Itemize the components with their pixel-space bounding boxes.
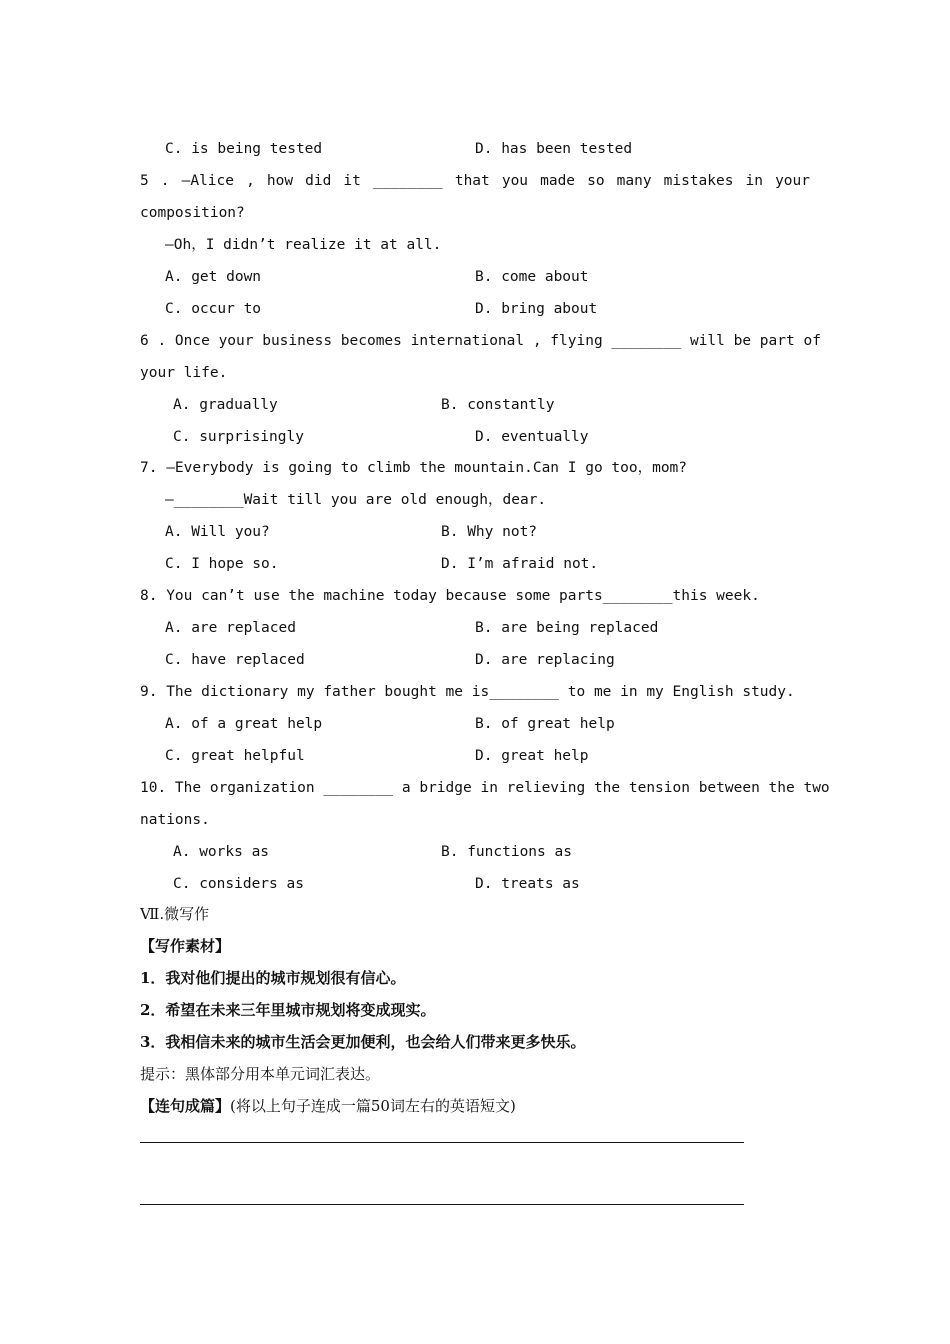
q6-option-d: D. eventually bbox=[475, 429, 589, 445]
writing-material-label: 【写作素材】 bbox=[140, 937, 231, 955]
material-sentence-3: 3．我相信未来的城市生活会更加便利，也会给人们带来更多快乐。 bbox=[140, 1033, 586, 1051]
q5-option-b: B. come about bbox=[475, 269, 589, 285]
hint-text: 提示：黑体部分用本单元词汇表达。 bbox=[140, 1065, 381, 1083]
q8-option-c: C. have replaced bbox=[165, 652, 305, 668]
section7-heading: Ⅶ.微写作 bbox=[140, 905, 210, 923]
compose-instruction bbox=[140, 1096, 516, 1116]
q5-option-a: A. get down bbox=[165, 269, 262, 285]
q8-option-a: A. are replaced bbox=[165, 620, 296, 636]
q7-reply: —________Wait till you are old enough，dear. bbox=[165, 492, 547, 508]
material-sentence-2: 2．希望在未来三年里城市规划将变成现实。 bbox=[140, 1001, 436, 1019]
q4-option-d: D. has been tested bbox=[475, 141, 633, 157]
material-sentence-1: 1．我对他们提出的城市规划很有信心。 bbox=[140, 969, 406, 987]
answer-line-2[interactable] bbox=[140, 1204, 744, 1205]
q10-option-d: D. treats as bbox=[475, 876, 580, 892]
q7-option-a: A. Will you? bbox=[165, 524, 270, 540]
compose-note: (将以上句子连成一篇50词左右的英语短文) bbox=[230, 1097, 516, 1115]
q5-option-d: D. bring about bbox=[475, 301, 598, 317]
q10-option-c: C. considers as bbox=[173, 876, 304, 892]
q10-option-b: B. functions as bbox=[441, 844, 572, 860]
q10-stem-line1: 10. The organization ________ a bridge in relieving the tension between the two bbox=[140, 780, 830, 796]
q5-option-c: C. occur to bbox=[165, 301, 262, 317]
q10-option-a: A. works as bbox=[173, 844, 270, 860]
q7-option-c: C. I hope so. bbox=[165, 556, 279, 572]
q7-option-b: B. Why not? bbox=[441, 524, 538, 540]
q6-option-b: B. constantly bbox=[441, 397, 555, 413]
q8-stem: 8. You can’t use the machine today because some parts________this week. bbox=[140, 588, 760, 604]
q9-option-d: D. great help bbox=[475, 748, 589, 764]
q4-option-c: C. is being tested bbox=[165, 141, 323, 157]
q9-stem: 9. The dictionary my father bought me is________ to me in my English study. bbox=[140, 684, 795, 700]
q5-stem-line1: 5 . —Alice , how did it ________ that you made so many mistakes in your bbox=[140, 173, 810, 189]
q6-stem-line1: 6 . Once your business becomes international , flying ________ will be part of bbox=[140, 333, 821, 349]
q9-option-a: A. of a great help bbox=[165, 716, 323, 732]
q7-stem: 7. —Everybody is going to climb the mountain.Can I go too，mom? bbox=[140, 460, 688, 476]
compose-label: 【连句成篇】 bbox=[140, 1097, 231, 1115]
q9-option-c: C. great helpful bbox=[165, 748, 305, 764]
answer-line-1[interactable] bbox=[140, 1142, 744, 1143]
q8-option-d: D. are replacing bbox=[475, 652, 615, 668]
q5-stem-line2: composition? bbox=[140, 205, 245, 221]
q6-option-a: A. gradually bbox=[173, 397, 278, 413]
q8-option-b: B. are being replaced bbox=[475, 620, 659, 636]
q6-option-c: C. surprisingly bbox=[173, 429, 304, 445]
q9-option-b: B. of great help bbox=[475, 716, 615, 732]
q10-stem-line2: nations. bbox=[140, 812, 210, 828]
q6-stem-line2: your life. bbox=[140, 365, 228, 381]
q5-reply: —Oh，I didn’t realize it at all. bbox=[165, 237, 442, 253]
q7-option-d: D. I’m afraid not. bbox=[441, 556, 599, 572]
